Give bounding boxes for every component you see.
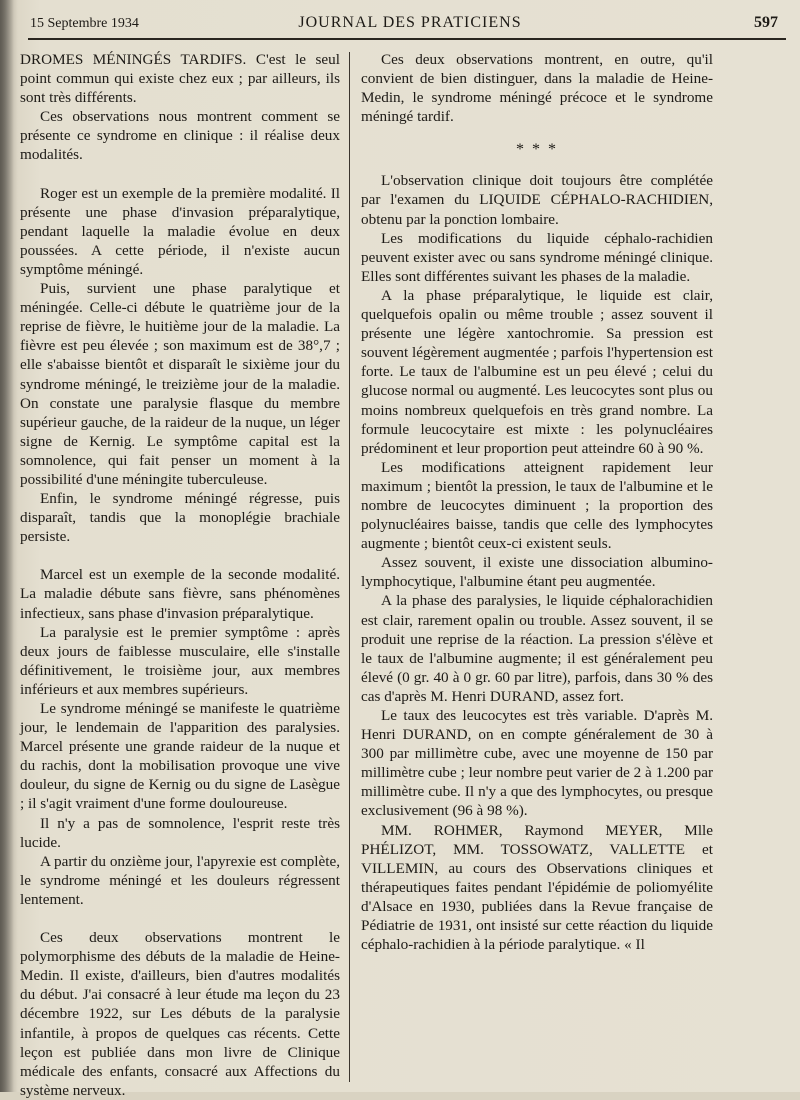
issue-date: 15 Septembre 1934 <box>30 16 139 31</box>
paragraph: Ces observations nous montrent comment se présente ce syndrome en clinique : il réalise deux modalités. <box>20 108 340 164</box>
paragraph: DROMES MÉNINGÉS TARDIFS. C'est le seul point commun qui existe chez eux ; par ailleurs, ils sont très différents. <box>20 51 340 107</box>
paragraph: Les modifications atteignent rapidement leur maximum ; bientôt la pression, le taux de l'albumine et le nombre de leucocytes diminuent ; la proportion des polynucléaires baisse, tandis que celle des lymphocytes augmente ; bientôt ceux-ci existent seuls. <box>361 458 713 553</box>
journal-title: JOURNAL DES PRATICIENS <box>298 14 522 31</box>
paragraph: Enfin, le syndrome méningé régresse, puis disparaît, tandis que la monoplégie brachiale persiste. <box>20 490 340 546</box>
header-rule <box>28 38 786 40</box>
paragraph: MM. ROHMER, Raymond MEYER, Mlle PHÉLIZOT, MM. TOSSOWATZ, VALLETTE et VILLEMIN, au cours des Observations cliniques et thérapeutiques faites pendant l'épidémie de poliomyélite d'Alsace en 1930, publiées dans la Revue française de Pédiatrie de 1931, ont insisté sur cette réaction du liquide céphalo-rachidien à la période paralytique. « Il <box>361 821 713 954</box>
left-column <box>20 50 340 1100</box>
right-column <box>361 50 713 954</box>
paragraph: Roger est un exemple de la première modalité. Il présente une phase d'invasion préparalytique, pendant laquelle la maladie évolue en deux poussées. A cette période, il n'existe aucun symptôme méningé. <box>20 184 340 278</box>
paragraph: Ces deux observations montrent, en outre, qu'il convient de bien distinguer, dans la maladie de Heine-Medin, le syndrome méningé précoce et le syndrome méningé tardif. <box>361 51 713 126</box>
section-separator: * * * <box>516 141 558 159</box>
paragraph: La paralysie est le premier symptôme : après deux jours de faiblesse musculaire, elle s'installe définitivement, le troisième jour, aux membres inférieurs et aux membres supérieurs. <box>20 623 340 698</box>
paragraph: Marcel est un exemple de la seconde modalité. La maladie débute sans fièvre, sans phénomènes infectieux, sans phase d'invasion préparalytique. <box>20 566 340 622</box>
paragraph: A la phase préparalytique, le liquide est clair, quelquefois opalin ou même trouble ; assez souvent il présente une légère xantochromie. Sa pression est souvent légèrement augmentée ; parfois l'hypertension est forte. Le taux de l'albumine est un peu élevé ; celui du glucose normal ou augmenté. Les leucocytes sont plus ou moins nombreux quelquefois en très grand nombre. La formule leucocytaire est mixte : les polynucléaires prédominent et leur proportion peut atteindre 60 à 90 %. <box>361 286 713 457</box>
paragraph: Assez souvent, il existe une dissociation albumino-lymphocytique, l'albumine étant peu augmentée. <box>361 554 713 591</box>
paragraph: L'observation clinique doit toujours être complétée par l'examen du LIQUIDE CÉPHALO-RACHIDIEN, obtenu par la ponction lombaire. <box>361 172 713 228</box>
paragraph: Les modifications du liquide céphalo-rachidien peuvent exister avec ou sans syndrome méningé clinique. Elles sont différentes suivant les phases de la maladie. <box>361 229 713 285</box>
paragraph: Le syndrome méningé se manifeste le quatrième jour, le lendemain de l'apparition des paralysies. Marcel présente une grande raideur de la nuque et du rachis, dont la mobilisation provoque une vive douleur, du signe de Kernig ou du signe de Lasègue ; il s'agit vraiment d'une forme douloureuse. <box>20 700 340 813</box>
column-divider <box>349 52 350 1082</box>
paragraph: Il n'y a pas de somnolence, l'esprit reste très lucide. <box>20 814 340 851</box>
paragraph: A partir du onzième jour, l'apyrexie est complète, le syndrome méningé et les douleurs régressent lentement. <box>20 852 340 908</box>
binding-shadow <box>0 0 14 1092</box>
paragraph: Puis, survient une phase paralytique et méningée. Celle-ci débute le quatrième jour de la reprise de fièvre, le huitième jour de la maladie. La fièvre est peu élevée ; son maximum est de 38°,7 ; elle s'abaisse bientôt et disparaît le sixième jour du syndrome méningé, le treizième jour de la maladie. On constate une paralysie flasque du membre supérieur gauche, de la raideur de la nuque, un léger signe de Kernig. Le symptôme capital est la somnolence, qui fait penser un moment à la possibilité d'une méningite tuberculeuse. <box>20 280 340 488</box>
page-number: 597 <box>754 14 778 31</box>
running-header <box>30 14 790 36</box>
paragraph: Ces deux observations montrent le polymorphisme des débuts de la maladie de Heine-Medin. Il existe, d'ailleurs, bien d'autres modalités du début. J'ai consacré à leur étude ma leçon du 23 décembre 1922, sur Les débuts de la paralysie infantile, à propos de quelques cas récents. Cette leçon est publiée dans mon livre de Clinique médicale des enfants, consacré aux Affections du système nerveux. <box>20 929 340 1099</box>
paragraph: Le taux des leucocytes est très variable. D'après M. Henri DURAND, on en compte généralement de 30 à 300 par millimètre cube, avec une moyenne de 150 par millimètre cube ; leur nombre peut varier de 2 à 1.200 par millimètre cube. Il n'y a que des lymphocytes, ou presque exclusivement (96 à 98 %). <box>361 707 713 820</box>
paragraph: A la phase des paralysies, le liquide céphalorachidien est clair, rarement opalin ou trouble. Assez souvent, il se produit une reprise de la réaction. La pression s'élève et le taux de l'albumine augmente; il est généralement peu élevé (0 gr. 40 à 0 gr. 60 par litre), parfois, dans 30 % des cas d'après M. Henri DURAND, assez fort. <box>361 592 713 705</box>
